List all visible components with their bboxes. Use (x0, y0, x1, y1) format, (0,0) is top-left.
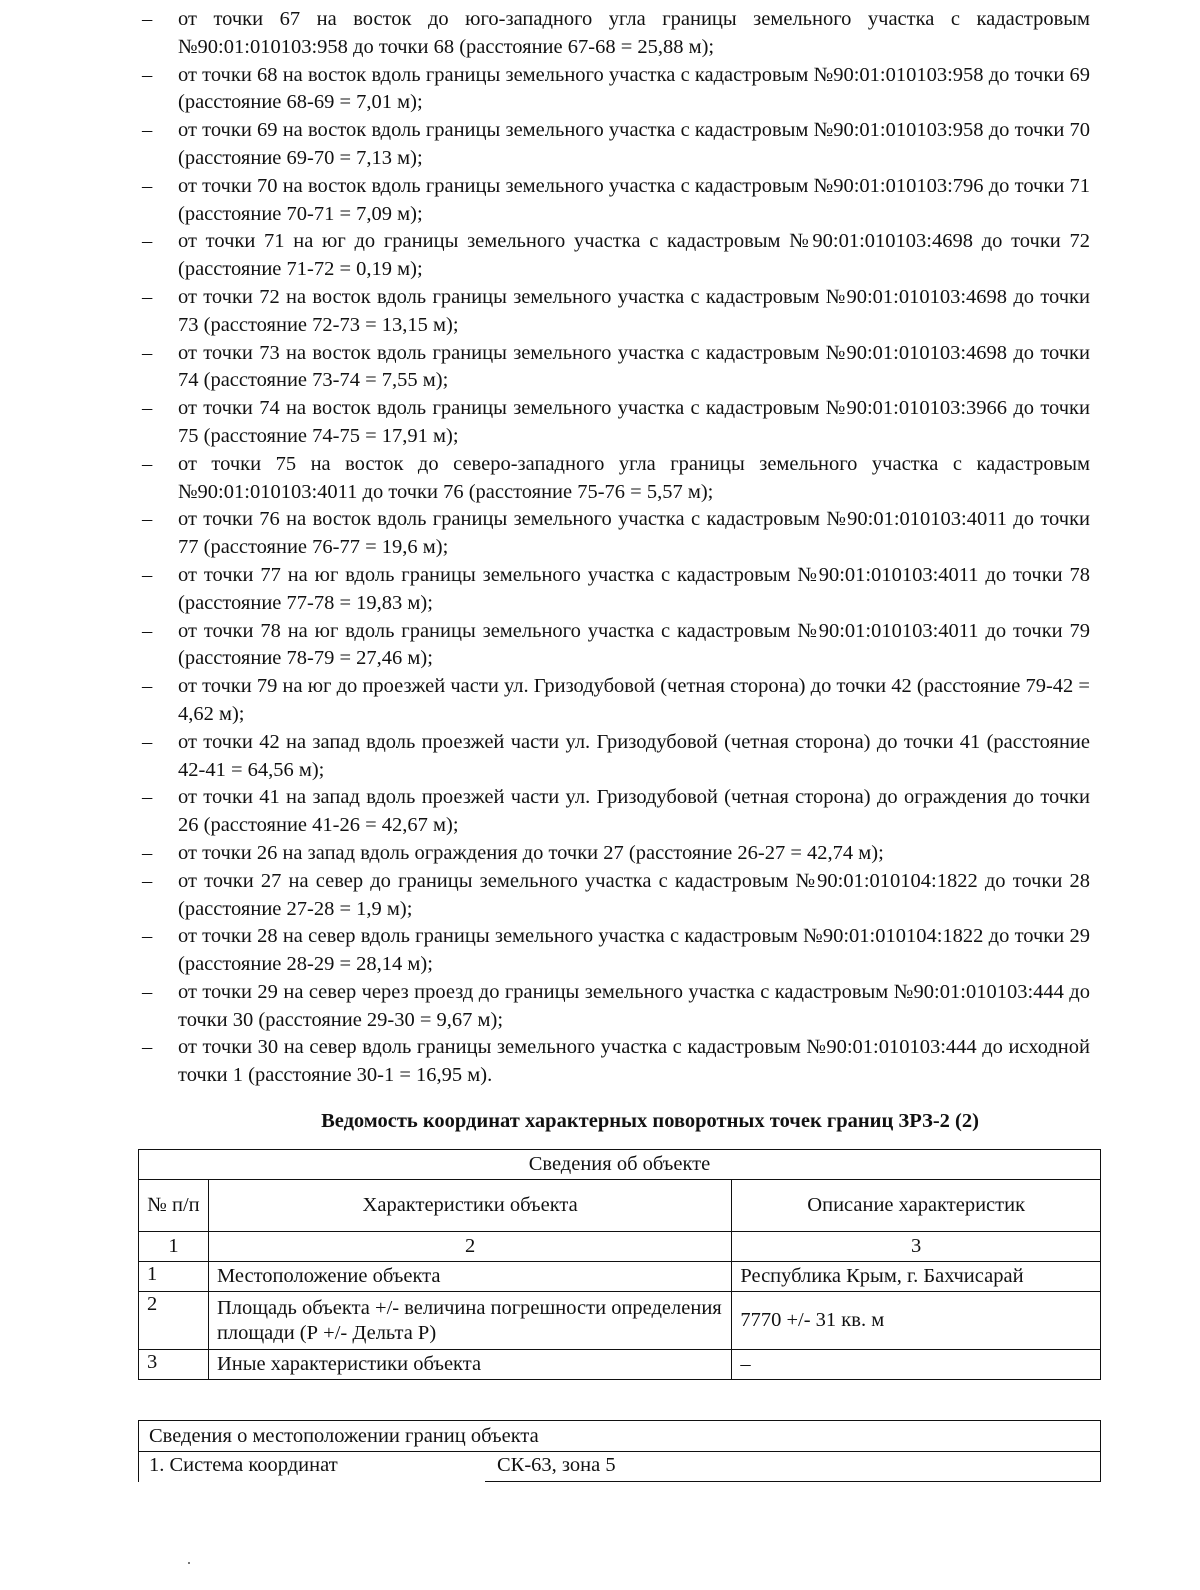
value-underline (485, 1481, 1100, 1482)
table-caption-row (139, 1150, 1101, 1180)
list-item: – от точки 71 на юг до границы земельного участка с кадастровым №90:01:010103:4698 до точки 72 (расстояние 71-72 = 0,19 м); (140, 228, 1090, 284)
list-item: – от точки 67 на восток до юго-западного угла границы земельного участка с кадастровым №90:01:010103:958 до точки 68 (расстояние 67-68 = 25,88 м); (140, 6, 1090, 62)
list-item: – от точки 74 на восток вдоль границы земельного участка с кадастровым №90:01:010103:3966 до точки 75 (расстояние 74-75 = 17,91 м); (140, 395, 1090, 451)
coordinate-system-value: СК-63, зона 5 (497, 1454, 616, 1476)
list-item: – от точки 73 на восток вдоль границы земельного участка с кадастровым №90:01:010103:4698 до точки 74 (расстояние 73-74 = 7,55 м); (140, 340, 1090, 396)
list-item: – от точки 75 на восток до северо-западного угла границы земельного участка с кадастровым №90:01:010103:4011 до точки 76 (расстояние 75-76 = 5,57 м); (140, 451, 1090, 507)
list-item: – от точки 72 на восток вдоль границы земельного участка с кадастровым №90:01:010103:4698 до точки 73 (расстояние 72-73 = 13,15 м); (140, 284, 1090, 340)
row-number: 3 (139, 1350, 209, 1380)
scan-speck (188, 1562, 190, 1564)
object-info-table (138, 1149, 1101, 1380)
list-item: – от точки 27 на север до границы земельного участка с кадастровым №90:01:010104:1822 до точки 28 (расстояние 27-28 = 1,9 м); (140, 868, 1090, 924)
row-description: 7770 +/- 31 кв. м (732, 1292, 1101, 1350)
row-characteristic: Площадь объекта +/- величина погрешности определения площади (Р +/- Дельта Р) (208, 1292, 731, 1350)
column-number: 3 (732, 1232, 1101, 1262)
list-item: – от точки 42 на запад вдоль проезжей части ул. Гризодубовой (четная сторона) до точки 41 (расстояние 42-41 = 64,56 м); (140, 729, 1090, 785)
location-title: Сведения о местоположении границ объекта (138, 1420, 1101, 1452)
table-row (139, 1350, 1101, 1380)
column-number: 2 (208, 1232, 731, 1262)
table-header-row (139, 1180, 1101, 1232)
row-description: – (732, 1350, 1101, 1380)
coordinate-system-label: 1. Система координат (149, 1454, 338, 1476)
coordinate-system-row (138, 1452, 1101, 1482)
header-number: № п/п (139, 1180, 209, 1232)
header-description: Описание характеристик (732, 1180, 1101, 1232)
row-characteristic: Местоположение объекта (208, 1262, 731, 1292)
list-item: – от точки 29 на север через проезд до границы земельного участка с кадастровым №90:01:010103:444 до точки 30 (расстояние 29-30 = 9,67 м); (140, 979, 1090, 1035)
list-item: – от точки 76 на восток вдоль границы земельного участка с кадастровым №90:01:010103:4011 до точки 77 (расстояние 76-77 = 19,6 м); (140, 506, 1090, 562)
row-number: 2 (139, 1292, 209, 1350)
list-item: – от точки 68 на восток вдоль границы земельного участка с кадастровым №90:01:010103:958 до точки 69 (расстояние 68-69 = 7,01 м); (140, 62, 1090, 118)
table-caption: Сведения об объекте (139, 1150, 1101, 1180)
header-characteristics: Характеристики объекта (208, 1180, 731, 1232)
row-description: Республика Крым, г. Бахчисарай (732, 1262, 1101, 1292)
list-item: – от точки 41 на запад вдоль проезжей части ул. Гризодубовой (четная сторона) до ограждения до точки 26 (расстояние 41-26 = 42,67 м); (140, 784, 1090, 840)
list-item: – от точки 79 на юг до проезжей части ул. Гризодубовой (четная сторона) до точки 42 (расстояние 79-42 = 4,62 м); (140, 673, 1090, 729)
list-item: – от точки 26 на запад вдоль ограждения до точки 27 (расстояние 26-27 = 42,74 м); (140, 840, 1090, 868)
row-number: 1 (139, 1262, 209, 1292)
section-heading: Ведомость координат характерных поворотных точек границ ЗРЗ-2 (2) (321, 1110, 979, 1132)
list-item: – от точки 70 на восток вдоль границы земельного участка с кадастровым №90:01:010103:796 до точки 71 (расстояние 70-71 = 7,09 м); (140, 173, 1090, 229)
list-item: – от точки 30 на север вдоль границы земельного участка с кадастровым №90:01:010103:444 до исходной точки 1 (расстояние 30-1 = 16,95 м). (140, 1034, 1090, 1090)
column-number: 1 (139, 1232, 209, 1262)
list-item: – от точки 28 на север вдоль границы земельного участка с кадастровым №90:01:010104:1822 до точки 29 (расстояние 28-29 = 28,14 м); (140, 923, 1090, 979)
list-item: – от точки 69 на восток вдоль границы земельного участка с кадастровым №90:01:010103:958 до точки 70 (расстояние 69-70 = 7,13 м); (140, 117, 1090, 173)
list-item: – от точки 78 на юг вдоль границы земельного участка с кадастровым №90:01:010103:4011 до точки 79 (расстояние 78-79 = 27,46 м); (140, 618, 1090, 674)
location-block (138, 1420, 1101, 1482)
column-number-row (139, 1232, 1101, 1262)
table-row (139, 1262, 1101, 1292)
row-characteristic: Иные характеристики объекта (208, 1350, 731, 1380)
table-row (139, 1292, 1101, 1350)
list-item: – от точки 77 на юг вдоль границы земельного участка с кадастровым №90:01:010103:4011 до точки 78 (расстояние 77-78 = 19,83 м); (140, 562, 1090, 618)
boundary-description-list (140, 6, 1090, 1090)
